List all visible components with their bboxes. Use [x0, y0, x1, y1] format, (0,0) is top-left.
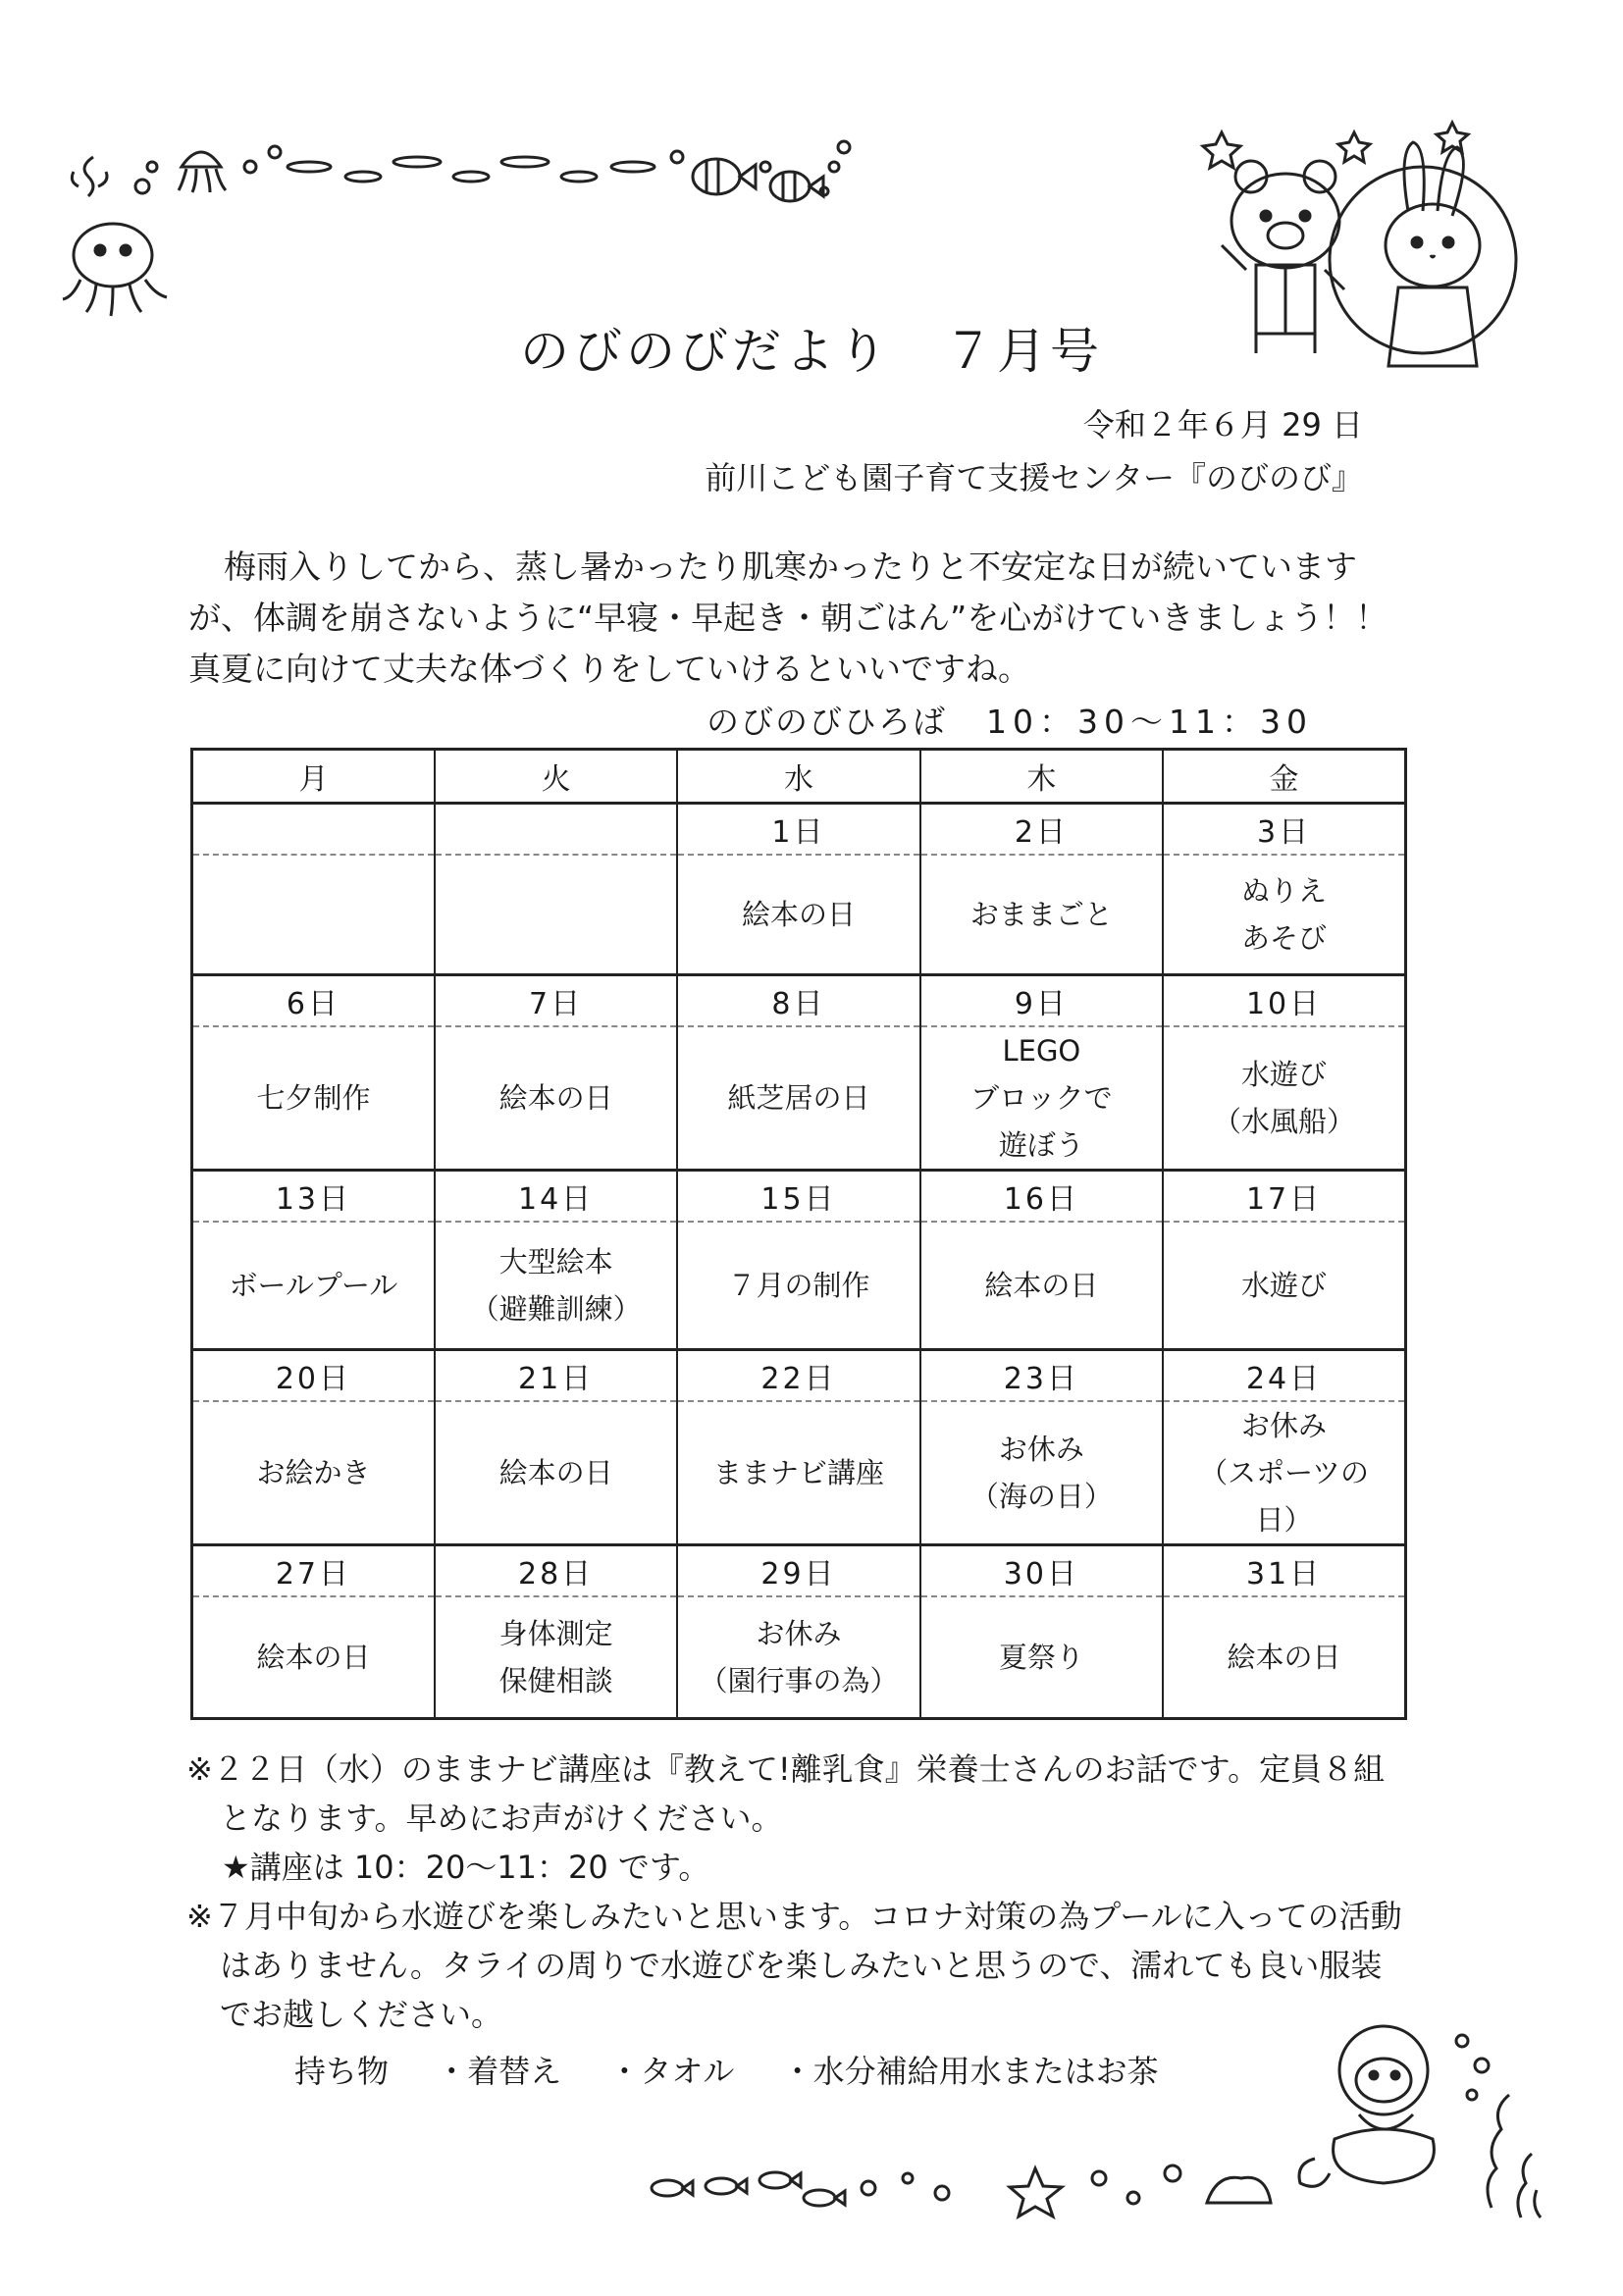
activity-line: 日） [1255, 1503, 1313, 1537]
activity-line: 紙芝居の日 [727, 1081, 870, 1115]
octopus-icon [63, 224, 167, 316]
note-lecture-time: ★講座は 10：20～11：20 です。 [222, 1849, 710, 1886]
belonging-item: ・着替え [436, 2053, 562, 2090]
calendar-date-cell: 10日 [1163, 975, 1405, 1027]
calendar-activity-cell [1163, 1596, 1405, 1719]
calendar-activity-cell [677, 1596, 919, 1719]
calendar-date-cell: 28日 [435, 1545, 677, 1597]
calendar-date-cell: 20日 [192, 1350, 435, 1402]
calendar-activity-cell [920, 855, 1163, 975]
activity-line: 絵本の日 [498, 1081, 613, 1115]
activity-line: 七夕制作 [256, 1081, 371, 1115]
intro-text: 梅雨入りしてから、蒸し暑かったり肌寒かったりと不安定な日が続いていますが、体調を崩さないように“早寝・早起き・朝ごはん”を心がけていきましょう！！真夏に向けて丈夫な体づくりをしていけるといいですね。 [188, 548, 1388, 688]
fish-icon [693, 159, 756, 194]
weekday-header-row [192, 750, 1406, 804]
calendar-activity-cell [677, 855, 919, 975]
activity-line: （海の日） [969, 1480, 1113, 1513]
calendar-date-cell: 13日 [192, 1171, 435, 1223]
calendar-activity-cell [677, 1026, 919, 1171]
activity-line: 保健相談 [498, 1664, 613, 1697]
weekday-fri: 金 [1163, 750, 1405, 804]
calendar-activity-cell [435, 1222, 677, 1350]
activity-line: （スポーツの [1199, 1456, 1369, 1489]
belonging-item: ・水分補給用水またはお茶 [781, 2053, 1159, 2090]
calendar-date-cell: 2日 [920, 804, 1163, 856]
calendar-date-cell: 14日 [435, 1171, 677, 1223]
calendar-date-cell: 21日 [435, 1350, 677, 1402]
calendar-activity-cell [677, 1222, 919, 1350]
calendar-date-cell: 22日 [677, 1350, 919, 1402]
hours-time: 10：30～11：30 [986, 703, 1313, 741]
star-icon [1437, 123, 1468, 152]
belongings-label: 持ち物 [294, 2053, 390, 2090]
calendar-date-row [192, 804, 1406, 856]
activity-line: ブロックで [970, 1081, 1113, 1115]
activity-line: お休み [756, 1617, 842, 1650]
activity-line: ７月の制作 [727, 1269, 870, 1302]
activity-line: （避難訓練） [470, 1292, 642, 1326]
activity-line: お休み [1241, 1409, 1328, 1442]
calendar-date-cell: 24日 [1163, 1350, 1405, 1402]
calendar-date-cell: 29日 [677, 1545, 919, 1597]
seaweed-icon [72, 157, 107, 196]
calendar-activity-row [192, 1222, 1406, 1350]
monkey-on-turtle-icon [1299, 2026, 1434, 2186]
activity-line: 水遊び [1241, 1269, 1328, 1302]
fish-icon [706, 2178, 747, 2194]
calendar-date-cell: 9日 [920, 975, 1163, 1027]
weekday-thu: 木 [920, 750, 1163, 804]
calendar-date-cell: 3日 [1163, 804, 1405, 856]
weekday-mon: 月 [192, 750, 435, 804]
calendar-date-cell: 31日 [1163, 1545, 1405, 1597]
calendar-activity-cell [1163, 1026, 1405, 1171]
newsletter-title: のびのびだより ７月号 [520, 323, 1103, 380]
calendar-activity-cell [192, 855, 435, 975]
star-icon [1338, 132, 1370, 162]
calendar-activity-cell [1163, 1401, 1405, 1545]
weekday-wed: 水 [677, 750, 919, 804]
calendar-date-cell: 7日 [435, 975, 677, 1027]
intro-paragraph [188, 542, 1395, 695]
calendar-activity-cell [192, 1401, 435, 1545]
activity-line: （園行事の為） [699, 1664, 899, 1697]
calendar-activity-row [192, 1401, 1406, 1545]
star-icon [1203, 132, 1240, 168]
activity-line: 遊ぼう [998, 1128, 1084, 1162]
calendar-date-cell: 16日 [920, 1171, 1163, 1223]
hours-label: のびのびひろば [707, 703, 947, 741]
calendar-activity-cell [192, 1222, 435, 1350]
activity-line: 身体測定 [498, 1617, 613, 1650]
calendar-date-row [192, 1171, 1406, 1223]
calendar-date-row [192, 975, 1406, 1027]
weekday-tue: 火 [435, 750, 677, 804]
activity-line: 絵本の日 [1227, 1641, 1341, 1674]
calendar-date-row [192, 1545, 1406, 1597]
organization-name: 前川こども園子育て支援センター『のびのび』 [705, 459, 1363, 496]
activity-line: おままごと [969, 898, 1113, 931]
activity-line: 絵本の日 [498, 1456, 613, 1489]
activity-line: お休み [998, 1433, 1084, 1466]
jellyfish-icon [179, 152, 226, 192]
calendar-date-cell: 23日 [920, 1350, 1163, 1402]
activity-line: あそび [1241, 921, 1328, 955]
calendar-date-cell: 8日 [677, 975, 919, 1027]
open-hours [707, 697, 1313, 743]
calendar-activity-row [192, 1596, 1406, 1719]
activity-line: 絵本の日 [741, 898, 856, 931]
activity-calendar [190, 748, 1407, 1720]
note-water-play: ※７月中旬から水遊びを楽しみたいと思います。コロナ対策の為プールに入っての活動はありません。タライの周りで水遊びを楽しみたいと思うので、濡れても良い服装でお越しください。 [186, 1898, 1402, 2033]
activity-line: 絵本の日 [256, 1641, 371, 1674]
note-lecture: ※２２日（水）のままナビ講座は『教えて!離乳食』栄養士さんのお話です。定員８組となります。早めにお声がけください。 [186, 1750, 1386, 1837]
activity-line: 大型絵本 [498, 1245, 613, 1278]
calendar-date-cell: 6日 [192, 975, 435, 1027]
sea-border-top-decoration [59, 128, 864, 324]
seaweed-icon [1488, 2095, 1541, 2218]
calendar-activity-cell [435, 1026, 677, 1171]
calendar-activity-cell [435, 1596, 677, 1719]
fish-icon [759, 2172, 801, 2188]
sea-border-bottom-decoration [628, 2011, 1560, 2237]
activity-line: お絵かき [256, 1456, 371, 1489]
calendar-activity-row [192, 855, 1406, 975]
fish-icon [770, 172, 823, 201]
calendar-activity-cell [192, 1596, 435, 1719]
calendar-activity-cell [920, 1026, 1163, 1171]
activity-line: ぬりえ [1241, 874, 1328, 908]
calendar-activity-cell [1163, 855, 1405, 975]
calendar-activity-cell [920, 1222, 1163, 1350]
fish-icon [652, 2180, 693, 2196]
calendar-date-cell: 15日 [677, 1171, 919, 1223]
activity-line: （水風船） [1213, 1105, 1356, 1138]
calendar-activity-cell [920, 1596, 1163, 1719]
activity-line: ままナビ講座 [712, 1456, 884, 1489]
calendar-date-cell [192, 804, 435, 856]
calendar-activity-row [192, 1026, 1406, 1171]
calendar-activity-cell [192, 1026, 435, 1171]
calendar-date-cell: 30日 [920, 1545, 1163, 1597]
calendar-activity-cell [677, 1401, 919, 1545]
activity-line: ボールプール [229, 1269, 398, 1302]
activity-line: 夏祭り [998, 1641, 1084, 1674]
issue-date: 令和２年６月 29 日 [1082, 406, 1363, 444]
activity-line: 水遊び [1241, 1058, 1328, 1091]
calendar-date-cell: 1日 [677, 804, 919, 856]
calendar-activity-cell [435, 855, 677, 975]
calendar-date-cell: 17日 [1163, 1171, 1405, 1223]
activity-line: LEGO [1002, 1034, 1081, 1068]
starfish-icon [1010, 2168, 1062, 2217]
calendar-date-cell [435, 804, 677, 856]
calendar-activity-cell [435, 1401, 677, 1545]
calendar-activity-cell [920, 1401, 1163, 1545]
calendar-date-row [192, 1350, 1406, 1402]
calendar-activity-cell [1163, 1222, 1405, 1350]
fish-icon [804, 2190, 845, 2206]
calendar-date-cell: 27日 [192, 1545, 435, 1597]
activity-line: 絵本の日 [984, 1269, 1099, 1302]
belonging-item: ・タオル [608, 2053, 735, 2090]
